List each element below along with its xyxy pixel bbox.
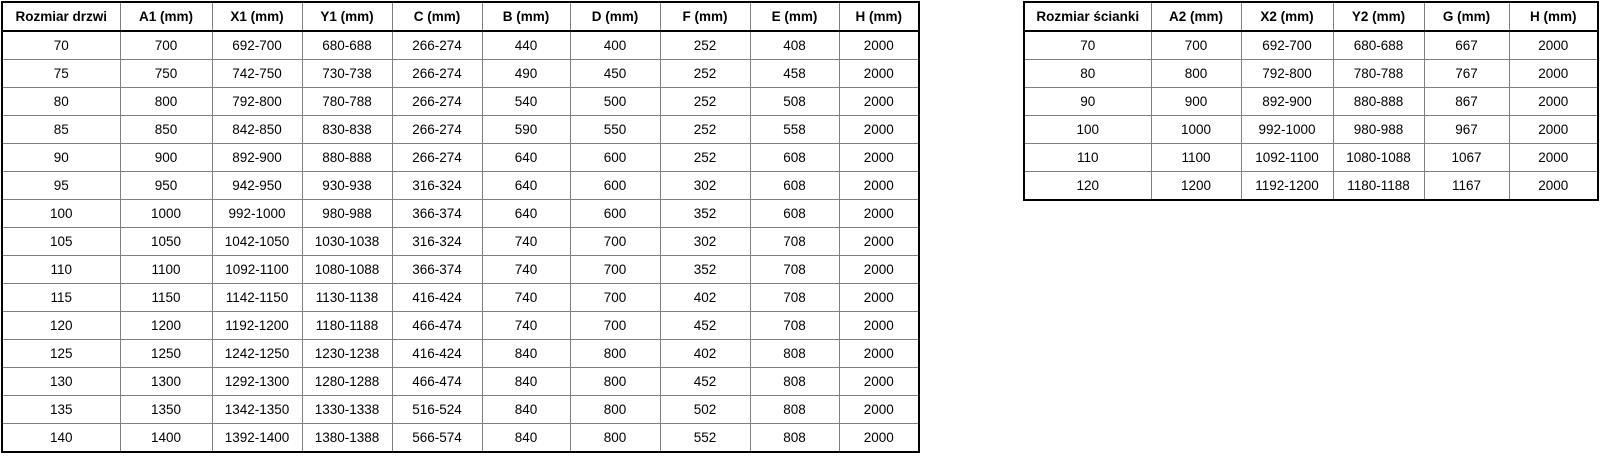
table-body xyxy=(1024,31,1598,200)
table-cell: 120 xyxy=(1024,172,1151,201)
table-cell: 552 xyxy=(660,424,750,453)
table-cell: 880-888 xyxy=(302,144,392,172)
table-cell: 840 xyxy=(482,368,570,396)
table-cell: 590 xyxy=(482,116,570,144)
table-cell: 900 xyxy=(120,144,212,172)
table-cell: 252 xyxy=(660,88,750,116)
table-cell: 416-424 xyxy=(392,340,482,368)
header-cell: H (mm) xyxy=(839,2,919,31)
table-cell: 466-474 xyxy=(392,368,482,396)
table-row xyxy=(2,312,919,340)
table-cell: 500 xyxy=(570,88,660,116)
table-cell: 1142-1150 xyxy=(212,284,302,312)
table-cell: 867 xyxy=(1424,88,1509,116)
table-cell: 2000 xyxy=(839,200,919,228)
table-cell: 700 xyxy=(570,312,660,340)
table-cell: 125 xyxy=(2,340,120,368)
table-cell: 366-374 xyxy=(392,256,482,284)
table-cell: 700 xyxy=(1151,31,1241,60)
table-cell: 840 xyxy=(482,340,570,368)
table-cell: 708 xyxy=(750,284,839,312)
table-row xyxy=(2,200,919,228)
table-header-row xyxy=(2,2,919,31)
table-cell: 1050 xyxy=(120,228,212,256)
table-cell: 266-274 xyxy=(392,116,482,144)
table-cell: 640 xyxy=(482,172,570,200)
table-cell: 266-274 xyxy=(392,60,482,88)
table-cell: 680-688 xyxy=(302,31,392,60)
table-cell: 95 xyxy=(2,172,120,200)
table-cell: 135 xyxy=(2,396,120,424)
table-cell: 408 xyxy=(750,31,839,60)
table-cell: 608 xyxy=(750,172,839,200)
table-cell: 700 xyxy=(570,228,660,256)
table-row xyxy=(1024,88,1598,116)
table-cell: 800 xyxy=(120,88,212,116)
table-cell: 316-324 xyxy=(392,172,482,200)
table-cell: 740 xyxy=(482,312,570,340)
table-row xyxy=(2,340,919,368)
table-cell: 667 xyxy=(1424,31,1509,60)
table-cell: 780-788 xyxy=(1333,60,1424,88)
table-row xyxy=(2,60,919,88)
table-row xyxy=(1024,172,1598,201)
table-cell: 458 xyxy=(750,60,839,88)
table-cell: 640 xyxy=(482,144,570,172)
header-cell: H (mm) xyxy=(1509,2,1598,31)
table-cell: 800 xyxy=(570,340,660,368)
table-cell: 808 xyxy=(750,368,839,396)
table-cell: 1342-1350 xyxy=(212,396,302,424)
table-cell: 950 xyxy=(120,172,212,200)
header-cell: A1 (mm) xyxy=(120,2,212,31)
table-cell: 140 xyxy=(2,424,120,453)
table-row xyxy=(1024,144,1598,172)
table-cell: 942-950 xyxy=(212,172,302,200)
table-cell: 708 xyxy=(750,256,839,284)
table-cell: 2000 xyxy=(839,424,919,453)
table-cell: 830-838 xyxy=(302,116,392,144)
table-cell: 2000 xyxy=(839,396,919,424)
table-row xyxy=(1024,116,1598,144)
table-cell: 980-988 xyxy=(1333,116,1424,144)
table-cell: 1180-1188 xyxy=(302,312,392,340)
table-row xyxy=(2,31,919,60)
table-cell: 1330-1338 xyxy=(302,396,392,424)
header-cell: C (mm) xyxy=(392,2,482,31)
table-cell: 80 xyxy=(1024,60,1151,88)
table-cell: 967 xyxy=(1424,116,1509,144)
table-cell: 2000 xyxy=(839,60,919,88)
table-cell: 2000 xyxy=(1509,60,1598,88)
table-cell: 1230-1238 xyxy=(302,340,392,368)
table-cell: 680-688 xyxy=(1333,31,1424,60)
table-cell: 452 xyxy=(660,368,750,396)
table-cell: 2000 xyxy=(1509,144,1598,172)
table-cell: 115 xyxy=(2,284,120,312)
table-cell: 1092-1100 xyxy=(1241,144,1333,172)
table-cell: 450 xyxy=(570,60,660,88)
table-cell: 1250 xyxy=(120,340,212,368)
table-cell: 792-800 xyxy=(1241,60,1333,88)
table-cell: 416-424 xyxy=(392,284,482,312)
table-cell: 700 xyxy=(120,31,212,60)
table-cell: 992-1000 xyxy=(1241,116,1333,144)
table-row xyxy=(2,88,919,116)
table-cell: 1192-1200 xyxy=(1241,172,1333,201)
table-cell: 800 xyxy=(1151,60,1241,88)
table-cell: 266-274 xyxy=(392,88,482,116)
table-cell: 808 xyxy=(750,396,839,424)
table-cell: 2000 xyxy=(839,88,919,116)
table-cell: 2000 xyxy=(839,284,919,312)
table-cell: 1200 xyxy=(1151,172,1241,201)
table-row xyxy=(2,172,919,200)
table-cell: 100 xyxy=(1024,116,1151,144)
table-row xyxy=(2,144,919,172)
table-cell: 252 xyxy=(660,60,750,88)
table-cell: 780-788 xyxy=(302,88,392,116)
table-cell: 992-1000 xyxy=(212,200,302,228)
header-cell: Rozmiar drzwi xyxy=(2,2,120,31)
table-row xyxy=(2,368,919,396)
table-cell: 352 xyxy=(660,256,750,284)
table-row xyxy=(2,284,919,312)
table-cell: 1042-1050 xyxy=(212,228,302,256)
table-cell: 110 xyxy=(1024,144,1151,172)
table-cell: 600 xyxy=(570,200,660,228)
table-cell: 2000 xyxy=(839,256,919,284)
table-cell: 2000 xyxy=(1509,116,1598,144)
table-cell: 600 xyxy=(570,144,660,172)
table-cell: 1167 xyxy=(1424,172,1509,201)
table-cell: 767 xyxy=(1424,60,1509,88)
table-cell: 800 xyxy=(570,368,660,396)
table-cell: 252 xyxy=(660,116,750,144)
table-row xyxy=(2,256,919,284)
table-cell: 100 xyxy=(2,200,120,228)
table-cell: 1192-1200 xyxy=(212,312,302,340)
table-cell: 1000 xyxy=(120,200,212,228)
table-cell: 120 xyxy=(2,312,120,340)
header-cell: E (mm) xyxy=(750,2,839,31)
table-cell: 1350 xyxy=(120,396,212,424)
table-cell: 402 xyxy=(660,284,750,312)
table-row xyxy=(2,396,919,424)
table-body xyxy=(2,31,919,452)
table-cell: 2000 xyxy=(1509,88,1598,116)
table-cell: 2000 xyxy=(839,172,919,200)
table-row xyxy=(2,424,919,453)
table-cell: 130 xyxy=(2,368,120,396)
table-cell: 742-750 xyxy=(212,60,302,88)
table-row xyxy=(2,228,919,256)
table-cell: 1150 xyxy=(120,284,212,312)
table-cell: 366-374 xyxy=(392,200,482,228)
table-cell: 1067 xyxy=(1424,144,1509,172)
table-cell: 566-574 xyxy=(392,424,482,453)
table-cell: 2000 xyxy=(839,228,919,256)
table-cell: 105 xyxy=(2,228,120,256)
door-size-table xyxy=(1,1,920,453)
table-cell: 850 xyxy=(120,116,212,144)
table-cell: 70 xyxy=(2,31,120,60)
table-cell: 302 xyxy=(660,172,750,200)
table-cell: 1030-1038 xyxy=(302,228,392,256)
table-row xyxy=(2,116,919,144)
table-cell: 75 xyxy=(2,60,120,88)
table-cell: 842-850 xyxy=(212,116,302,144)
table-cell: 708 xyxy=(750,228,839,256)
table-cell: 85 xyxy=(2,116,120,144)
table-cell: 508 xyxy=(750,88,839,116)
table-cell: 608 xyxy=(750,200,839,228)
header-row xyxy=(2,2,919,31)
table-cell: 1080-1088 xyxy=(302,256,392,284)
table-cell: 352 xyxy=(660,200,750,228)
table-cell: 466-474 xyxy=(392,312,482,340)
table-cell: 750 xyxy=(120,60,212,88)
table-cell: 558 xyxy=(750,116,839,144)
table-cell: 740 xyxy=(482,284,570,312)
table-cell: 1300 xyxy=(120,368,212,396)
table-cell: 892-900 xyxy=(212,144,302,172)
table-cell: 980-988 xyxy=(302,200,392,228)
table-cell: 402 xyxy=(660,340,750,368)
table-cell: 1200 xyxy=(120,312,212,340)
table-cell: 700 xyxy=(570,284,660,312)
table-cell: 740 xyxy=(482,256,570,284)
table-cell: 2000 xyxy=(839,116,919,144)
table-row xyxy=(1024,31,1598,60)
table-cell: 540 xyxy=(482,88,570,116)
table-cell: 1092-1100 xyxy=(212,256,302,284)
table-cell: 110 xyxy=(2,256,120,284)
table-cell: 730-738 xyxy=(302,60,392,88)
table-cell: 740 xyxy=(482,228,570,256)
header-cell: Y1 (mm) xyxy=(302,2,392,31)
header-cell: B (mm) xyxy=(482,2,570,31)
table-cell: 840 xyxy=(482,424,570,453)
table-cell: 892-900 xyxy=(1241,88,1333,116)
table-cell: 400 xyxy=(570,31,660,60)
table-cell: 608 xyxy=(750,144,839,172)
header-cell: Rozmiar ścianki xyxy=(1024,2,1151,31)
header-cell: A2 (mm) xyxy=(1151,2,1241,31)
table-cell: 1400 xyxy=(120,424,212,453)
table-cell: 302 xyxy=(660,228,750,256)
table-cell: 440 xyxy=(482,31,570,60)
table-cell: 1000 xyxy=(1151,116,1241,144)
header-cell: G (mm) xyxy=(1424,2,1509,31)
table-cell: 808 xyxy=(750,340,839,368)
table-cell: 800 xyxy=(570,424,660,453)
wall-size-table xyxy=(1023,1,1599,201)
header-cell: F (mm) xyxy=(660,2,750,31)
table-cell: 1100 xyxy=(120,256,212,284)
table-cell: 708 xyxy=(750,312,839,340)
table-cell: 2000 xyxy=(839,312,919,340)
table-cell: 266-274 xyxy=(392,31,482,60)
table-cell: 90 xyxy=(2,144,120,172)
header-cell: X2 (mm) xyxy=(1241,2,1333,31)
table-cell: 2000 xyxy=(839,340,919,368)
table-cell: 1380-1388 xyxy=(302,424,392,453)
table-cell: 800 xyxy=(570,396,660,424)
table-header-row xyxy=(1024,2,1598,31)
table-cell: 840 xyxy=(482,396,570,424)
table-cell: 880-888 xyxy=(1333,88,1424,116)
table-cell: 252 xyxy=(660,144,750,172)
table-cell: 1292-1300 xyxy=(212,368,302,396)
table-cell: 930-938 xyxy=(302,172,392,200)
table-cell: 1280-1288 xyxy=(302,368,392,396)
table-cell: 1180-1188 xyxy=(1333,172,1424,201)
header-cell: D (mm) xyxy=(570,2,660,31)
table-cell: 1100 xyxy=(1151,144,1241,172)
table-cell: 692-700 xyxy=(1241,31,1333,60)
table-cell: 80 xyxy=(2,88,120,116)
table-cell: 900 xyxy=(1151,88,1241,116)
table-cell: 792-800 xyxy=(212,88,302,116)
table-cell: 692-700 xyxy=(212,31,302,60)
table-cell: 600 xyxy=(570,172,660,200)
table-cell: 2000 xyxy=(839,144,919,172)
header-cell: Y2 (mm) xyxy=(1333,2,1424,31)
table-cell: 700 xyxy=(570,256,660,284)
header-row xyxy=(1024,2,1598,31)
table-cell: 2000 xyxy=(839,368,919,396)
table-cell: 808 xyxy=(750,424,839,453)
table-cell: 316-324 xyxy=(392,228,482,256)
table-cell: 70 xyxy=(1024,31,1151,60)
table-cell: 2000 xyxy=(1509,172,1598,201)
table-cell: 1080-1088 xyxy=(1333,144,1424,172)
table-cell: 490 xyxy=(482,60,570,88)
table-cell: 640 xyxy=(482,200,570,228)
header-cell: X1 (mm) xyxy=(212,2,302,31)
table-cell: 1130-1138 xyxy=(302,284,392,312)
table-cell: 266-274 xyxy=(392,144,482,172)
table-cell: 1392-1400 xyxy=(212,424,302,453)
table-cell: 452 xyxy=(660,312,750,340)
table-cell: 2000 xyxy=(1509,31,1598,60)
table-cell: 90 xyxy=(1024,88,1151,116)
table-row xyxy=(1024,60,1598,88)
table-cell: 550 xyxy=(570,116,660,144)
table-cell: 502 xyxy=(660,396,750,424)
table-cell: 252 xyxy=(660,31,750,60)
table-cell: 1242-1250 xyxy=(212,340,302,368)
table-cell: 516-524 xyxy=(392,396,482,424)
table-cell: 2000 xyxy=(839,31,919,60)
